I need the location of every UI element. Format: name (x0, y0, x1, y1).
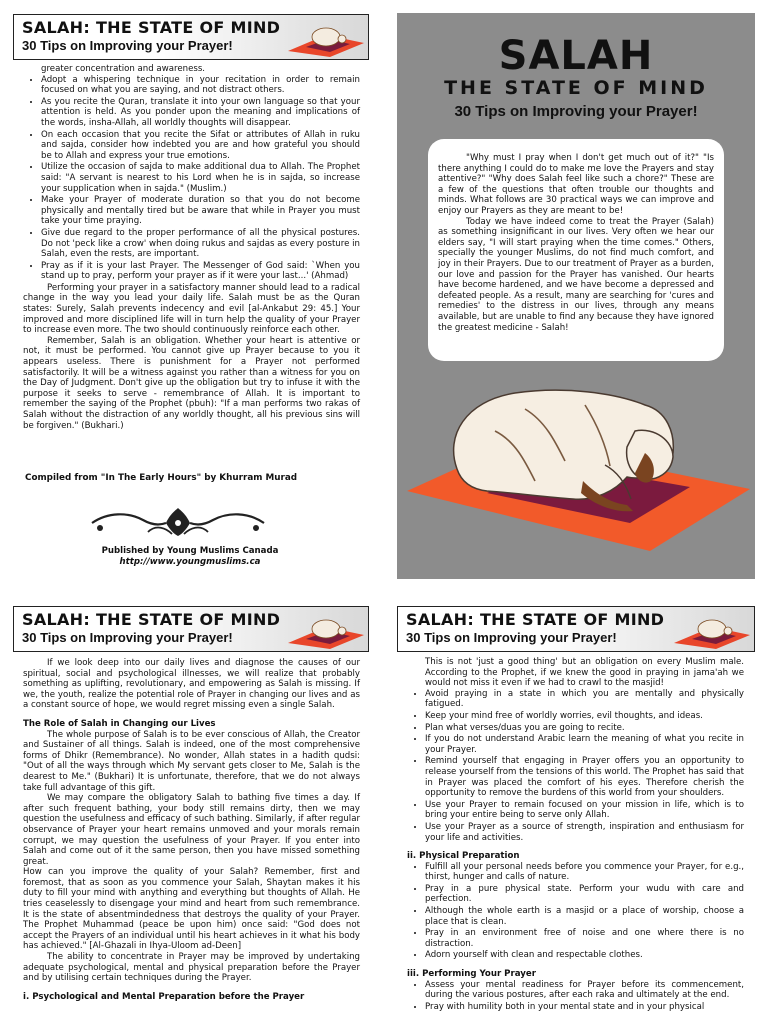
list-item: • Plan what verses/duas you are going to recite. (425, 723, 744, 734)
banner-title: SALAH: THE STATE OF MIND (406, 610, 665, 629)
list-item: • Utilize the occasion of sajda to make additional dua to Allah. The Prophet said: "A servant is nearest to his Lord when he is in sajda, so increase your supplication when in sajda." (Muslim.) (41, 162, 360, 194)
list-item: • Adorn yourself with clean and respectable clothes. (425, 950, 744, 961)
tips-list (23, 75, 360, 282)
paragraph: If we look deep into our daily lives and diagnose the causes of our spiritual, social and psychological illnesses, we will realize that probably something as uplifting, revolutionary, and empowering as Salah is missing. If we, the youth, realize the potential role of Prayer in changing our lives and as a constant source of hope, we would regret missing even a single Salah. (23, 658, 360, 711)
list-item: • If you do not understand Arabic learn the meaning of what you recite in your Prayer. (425, 734, 744, 755)
text-column-bottom-left (23, 658, 360, 1024)
intro-bubble (428, 139, 724, 361)
list-item: • Use your Prayer to remain focused on your mission in life, which is to bring your entire being to serve only Allah. (425, 800, 744, 821)
cover-subtitle: THE STATE OF MIND (444, 77, 708, 99)
lead-text: This is not 'just a good thing' but an obligation on every Muslim male. According to the Prophet, if we knew the good in praying in jama'ah we would not miss it even if we had to crawl to the masjid! (425, 657, 744, 689)
list-item: • Pray in a pure physical state. Perform your wudu with care and perfection. (425, 884, 744, 905)
banner-title: SALAH: THE STATE OF MIND (22, 610, 281, 629)
list-item: • Pray as if it is your last Prayer. The Messenger of God said: `When you stand up to pray, perform your prayer as if it were your last...' (Ahmad) (41, 261, 360, 282)
list-item: • Pray in an environment free of noise and one where there is no distraction. (425, 928, 744, 949)
banner-subtitle: 30 Tips on Improving your Prayer! (22, 38, 233, 53)
text-column-bottom-right (407, 657, 744, 1024)
praying-man-illustration-icon (405, 381, 755, 561)
banner-bottom-left (13, 606, 369, 652)
list-item: • Fulfill all your personal needs before you commence your Prayer, for e.g., thirst, hunger and calls of nature. (425, 862, 744, 883)
intro-text (438, 153, 714, 333)
compiled-credit: Compiled from "In The Early Hours" by Khurram Murad (25, 473, 298, 483)
tips-list (407, 862, 744, 961)
list-item: • Avoid praying in a state in which you are mentally and physically fatigued. (425, 689, 744, 710)
paragraph: Performing your prayer in a satisfactory manner should lead to a radical change in the way you lead your daily life. Salah must be as the Quran states: Surely, Salah prevents indecency and evil [al-Ankabut 29: 45.] Your improved and more disciplined life will in turn help the quality of your Prayer to increase even more. The two should continuously reinforce each other. (23, 282, 360, 336)
section-heading: i. Psychological and Mental Preparation before the Prayer (23, 991, 305, 1002)
tips-list (407, 689, 744, 843)
cover-title: SALAH (498, 33, 654, 79)
list-item: • Keep your mind free of worldly worries, evil thoughts, and ideas. (425, 711, 744, 722)
lead-text: greater concentration and awareness. (41, 64, 206, 74)
list-item: • Although the whole earth is a masjid or a place of worship, choose a place that is clean. (425, 906, 744, 927)
banner-subtitle: 30 Tips on Improving your Prayer! (22, 630, 233, 645)
paragraph: How can you improve the quality of your Salah? Remember, first and foremost, that as soon as you commence your Salah, Shaytan makes it his duty to fill your mind with anything and everything but thoughts of Allah. He tries ceaselessly to disengage your mind and heart from such remembrance. It is the state of absentmindedness that destroys the quality of your Prayer. The Prophet Muhammad (peace be upon him) once said: "God does not accept the Prayers of an individual until his heart achieves in it what his body has achieved." [Al-Ghazali in Ihya-Uloom ad-Deen] (23, 867, 360, 952)
banner-title: SALAH: THE STATE OF MIND (22, 18, 281, 37)
website-link[interactable]: http://www.youngmuslims.ca (119, 557, 261, 567)
prayer-figure-icon (286, 17, 366, 57)
list-item: • Remind yourself that engaging in Prayer offers you an opportunity to release yourself from the tensions of this world. The Prophet has said that in Prayer was placed the comfort of his eyes. Therefore cherish the opportunity to remove the burdens of this world from your shoulders. (425, 756, 744, 798)
section-heading: The Role of Salah in Changing our Lives (23, 718, 216, 729)
cover-panel (397, 13, 755, 579)
cover-tagline: 30 Tips on Improving your Prayer! (454, 103, 698, 120)
list-item: • On each occasion that you recite the Sifat or attributes of Allah in ruku and sajda, consider how indebted you are and how grateful you should be to Allah and express your true emotions. (41, 130, 360, 162)
paragraph: Remember, Salah is an obligation. Whether your heart is attentive or not, it must be performed. You cannot give up Prayer because to you it appears useless. There is punishment for a Prayer not performed satisfactorily. It will be a witness against you rather than a witness for you on the Day of Judgment. Don't give up the obligation but try to infuse it with the purpose it seeks to serve - remembrance of Allah. It is important to remember the saying of the Prophet (pbuh): "If a man performs two rakas of Salah without the distraction of any worldly thought, all his previous sins will be forgiven." (Bukhari.) (23, 335, 360, 431)
section-heading: ii. Physical Preparation (407, 851, 520, 862)
list-item: • Adopt a whispering technique in your recitation in order to remain focused on what you are saying, and not distract others. (41, 75, 360, 96)
banner-bottom-right (397, 606, 755, 652)
paragraph: We may compare the obligatory Salah to bathing five times a day. If after such frequent bathing, your body still remains dirty, then we may question the usefulness and efficacy of such bathing. Similarly, if after regular observance of Prayer your heart remains unmoved and your morals remain corrupt, we may question the usefulness of your Prayer. If you enter into Salah and come out of it the same person, then you have missed something great. (23, 793, 360, 867)
text-column-top-left (23, 64, 360, 431)
list-item: • Make your Prayer of moderate duration so that you do not become physically and mentally tired but be aware that while in Prayer you must take your time praying. (41, 195, 360, 227)
list-item: • As you recite the Quran, translate it into your own language so that your attention is held. As you ponder upon the meaning and implications of the words, insha-Allah, all worldly thoughts will disappear. (41, 97, 360, 129)
prayer-figure-icon (672, 609, 752, 649)
tips-list (407, 980, 744, 1013)
prayer-figure-icon (286, 609, 366, 649)
publisher: Published by Young Muslims Canada (101, 546, 279, 556)
section-heading: iii. Performing Your Prayer (407, 969, 536, 980)
ornament-divider-icon (88, 506, 268, 540)
banner-subtitle: 30 Tips on Improving your Prayer! (406, 630, 617, 645)
list-item: • Use your Prayer as a source of strength, inspiration and enthusiasm for your life and activities. (425, 822, 744, 843)
list-item: • Assess your mental readiness for Prayer before its commencement, during the various postures, after each raka and ultimately at the end. (425, 980, 744, 1001)
list-item: • Give due regard to the proper performance of all the physical postures. Do not 'peck like a crow' when doing rukus and sajdas as every posture in Salah, even the rests, are important. (41, 228, 360, 260)
list-item: • Pray with humility both in your mental state and in your physical (425, 1002, 744, 1013)
paragraph: The whole purpose of Salah is to be ever conscious of Allah, the Creator and Sustainer of all things. Salah is indeed, one of the most comprehensive forms of Dhikr (Remembrance). No wonder, Allah states in a hadith qudsi: "Out of all the ways through which My servant gets closer to Me, Salah is the dearest to Me." (Bukhari) It is unfortunate, therefore, that we do not always take full advantage of this gift. (23, 729, 360, 793)
intro-paragraph: Today we have indeed come to treat the Prayer (Salah) as something insignificant in our lives. Very often we hear our elders say, "I will start praying when the time comes." Others, specially the younger Muslims, do not find much comfort, and joy in their Prayers. Due to our treatment of Prayer as a burden, our love and passion for the Prayer has vanished. Our hearts have become hardened, and we have become a depressed and defeated people. As a result, many are searching for 'cures and remedies' to the distress in our lives, through any means available, but are unable to find any because they have ignored the greatest medicine - Salah! (438, 216, 714, 333)
paragraph: The ability to concentrate in Prayer may be improved by undertaking adequate psychological, mental and physical preparation before the Prayer and by utilising certain techniques during the Prayer. (23, 952, 360, 984)
banner-top-left (13, 14, 369, 60)
intro-paragraph: "Why must I pray when I don't get much out of it?" "Is there anything I could do to make me love the Prayers and stay attentive?" "Why does Salah feel like such a chore?" These are a few of the questions that often trouble our thoughts and minds. What follows are 30 practical ways we can improve and enjoy our Prayers as they are meant to be! (438, 153, 714, 216)
